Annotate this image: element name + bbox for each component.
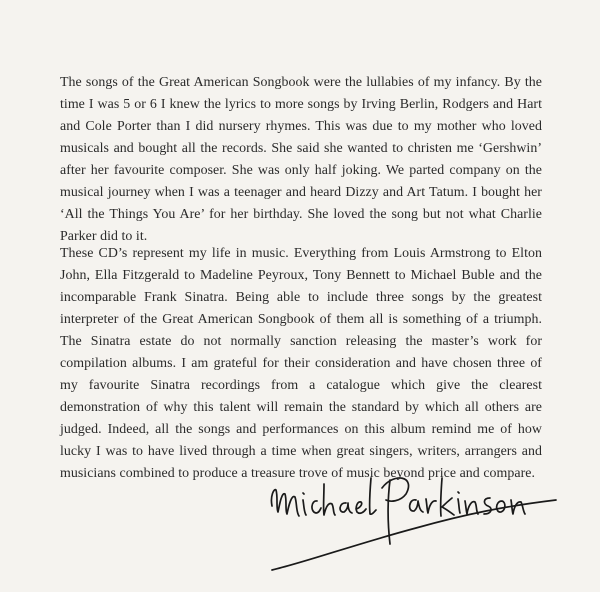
paragraph-cd-description: These CD’s represent my life in music. Everything from Louis Armstrong to Elton John, Ella Fitzgerald to Madeline Peyroux, Tony Bennett to Michael Buble and the incomparable Frank Sinatra. Being able to include three songs by the greatest interpreter of the Great American Songbook of them all is something of a triumph. The Sinatra estate do not normally sanction releasing the master’s work for compilation albums. I am grateful for their consideration and have chosen three of my favourite Sinatra recordings from a catalogue which give the clearest demonstration of why this talent will remain the standard by which all others are judged. Indeed, all the songs and performances on this album remind me of how lucky I was to have lived through a time when great singers, writers, arrangers and musicians combined to produce a treasure trove of music beyond price and compare. <box>60 246 542 481</box>
paragraph-intro: The songs of the Great American Songbook were the lullabies of my infancy. By the time I was 5 or 6 I knew the lyrics to more songs by Irving Berlin, Rodgers and Hart and Cole Porter than I did nursery rhymes. This was due to my mother who loved musicals and bought all the records. She said she wanted to christen me ‘Gershwin’ after her favourite composer. She was only half joking. We parted company on the musical journey when I was a teenager and heard Dizzy and Art Tatum. I bought her ‘All the Things You Are’ for her birthday. She loved the song but not what Charlie Parker did to it. <box>60 75 542 244</box>
handwritten-signature <box>266 466 566 586</box>
